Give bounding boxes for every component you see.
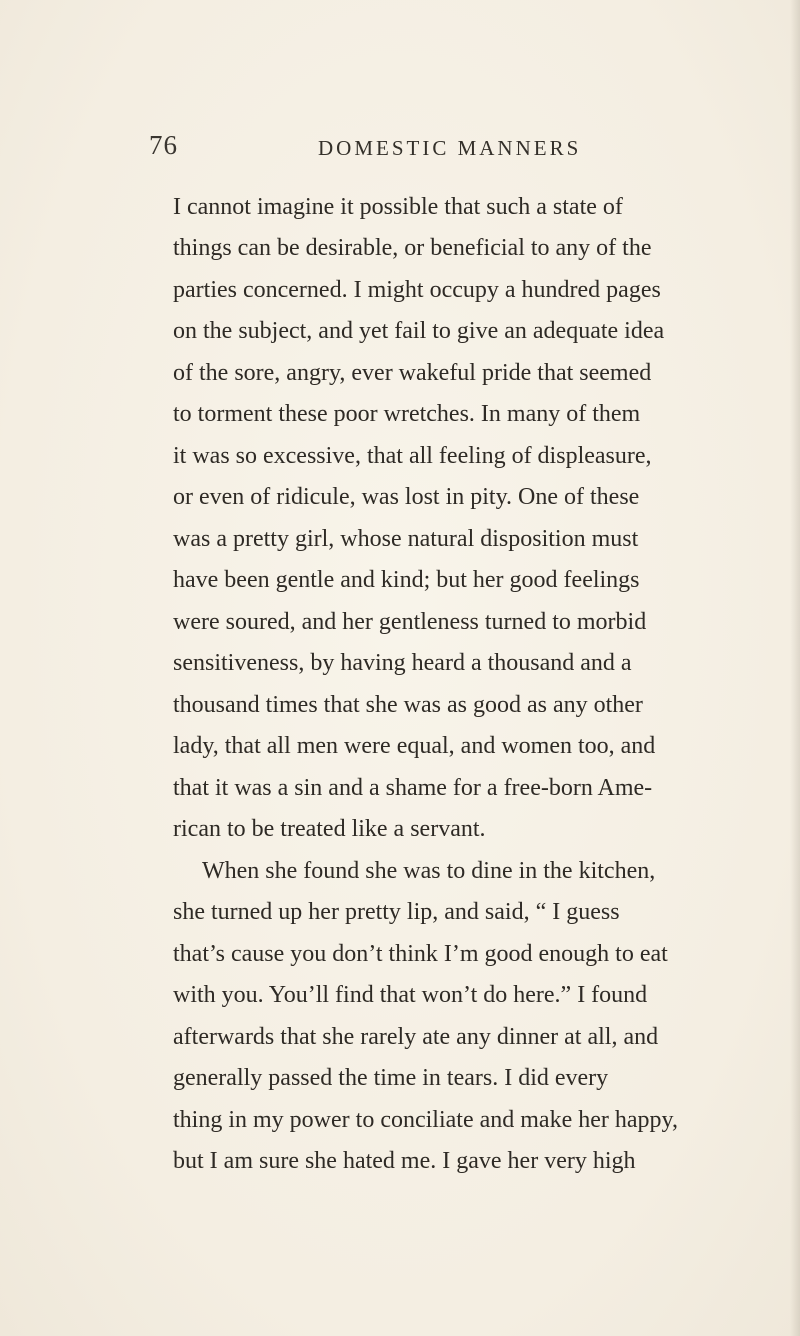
text-line: she turned up her pretty lip, and said, “ I guess (173, 899, 620, 925)
text-line: When she found she was to dine in the kitchen, (202, 858, 656, 884)
page-header (0, 130, 800, 166)
running-head: DOMESTIC MANNERS (318, 136, 582, 160)
text-line: was a pretty girl, whose natural disposition must (173, 526, 639, 552)
text-line: sensitiveness, by having heard a thousand and a (173, 650, 632, 676)
page-edge-shadow (790, 0, 800, 1336)
text-line: with you. You’ll find that won’t do here.” I found (173, 982, 648, 1008)
text-line: have been gentle and kind; but her good feelings (173, 567, 640, 593)
text-line: afterwards that she rarely ate any dinner at all, and (173, 1024, 659, 1050)
text-line: lady, that all men were equal, and women too, and (173, 733, 656, 759)
text-line: rican to be treated like a servant. (173, 816, 486, 842)
text-line: but I am sure she hated me. I gave her very high (173, 1148, 636, 1174)
text-line: to torment these poor wretches. In many of them (173, 401, 641, 427)
text-line: parties concerned. I might occupy a hundred pages (173, 277, 661, 303)
text-line: it was so excessive, that all feeling of displeasure, (173, 443, 652, 469)
text-line: things can be desirable, or beneficial to any of the (173, 235, 652, 261)
page-number: 76 (149, 130, 178, 160)
text-line: thing in my power to conciliate and make her happy, (173, 1107, 678, 1133)
text-line: on the subject, and yet fail to give an adequate idea (173, 318, 665, 344)
text-line: that it was a sin and a shame for a free-born Ame- (173, 775, 653, 801)
text-line: were soured, and her gentleness turned to morbid (173, 609, 647, 635)
text-line: thousand times that she was as good as any other (173, 692, 643, 718)
text-line: generally passed the time in tears. I did every (173, 1065, 609, 1091)
text-line: or even of ridicule, was lost in pity. One of these (173, 484, 640, 510)
text-line: I cannot imagine it possible that such a state of (173, 194, 623, 220)
text-line: that’s cause you don’t think I’m good enough to eat (173, 941, 668, 967)
text-line: of the sore, angry, ever wakeful pride that seemed (173, 360, 652, 386)
